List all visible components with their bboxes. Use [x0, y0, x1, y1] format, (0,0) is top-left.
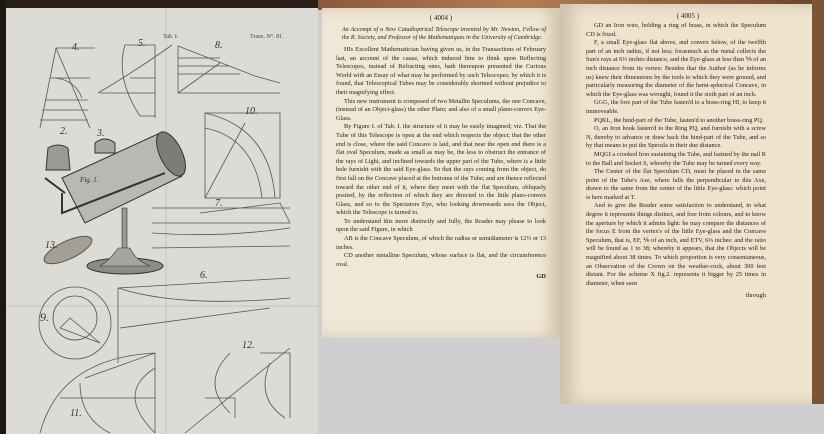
plate-tab-label: Tab. I. [163, 34, 179, 40]
paragraph: F, a small Eye-glass flat above, and convex below, of the twelfth part of an inch radius, if not less; forasmuch as the metal collects the Sun's rays at 6⅓ inches distance, and the Eye-glass at less than ⅙ of an inch distance from its vertex: Besides that the Author (as he informs us) knew their dimensions by the tools to which they were ground, and particularly measuring the diameter of the hemi-spherical Concave, in which the Eye-glass was wrought, found it the sixth part of an inch. [586, 39, 767, 98]
figure-label: 8. [215, 40, 223, 51]
paragraph: By Figure I. of Tab. I. the structure of it may be easily imagined; viz. That the Tube of this Telescope is open at the end which respects the object; that the other end is close, where the said Concave is laid, and that near the open end there is a flat oval Speculum, made as small as may be, the less to obstruct the entrance of the rays of Light, and inclined towards the upper part of the Tube, where is a little hole furnisht with the said Eye-glass. So that the rays coming from the object, do first fall on the Concave placed at the bottome of the Tube; and are thence reflected toward the other end of it, where they meet with the flat Speculum, obliquely posited, by the reflection of which they are directed to the little plano-convex Glass, and so to the Spectators Eye, who looking downwards sees the Object, which the Telescope is turned to. [336, 123, 546, 217]
paragraph: AB is the Concave Speculum, of which the radius or semidiameter is 12⅔ or 13 inches. [336, 235, 546, 251]
figure-label: 10. [245, 106, 258, 117]
paragraph: To understand this more distinctly and fully, the Reader may please to look upon the said Figure, in which [336, 217, 546, 234]
paragraph: CD another metalline Speculum, whose surface is flat, and the circumference oval. [336, 252, 546, 268]
figure-label: 9. [40, 310, 49, 324]
figure-label: 4. [72, 42, 80, 53]
page-number: ( 4004 ) [429, 14, 453, 22]
paragraph: MQGI a crooked Iron sustaining the Tube, and fastned by the nail R to the Ball and Socket S, whereby the Tube may be turned every way. [586, 150, 766, 167]
left-page-body [336, 26, 546, 282]
paragraph: HIs Excellent Mathematician having given us, in the Transactions of February last, an account of the cause, which induced him to think upon Reflecting Telescopes, instead of Refracting ones, hath thereupon presented the Curious World with an Essay of what may be performed by such Telescopes; by which it is found, that Telescopical Tubes may be considerably shortned without prejudice to their magnifying effect. [336, 46, 546, 96]
figure-label: 6. [200, 270, 208, 281]
article-heading: An Accompt of a New Catadioptrical Telescope invented by Mr. Newton, Fellow of the R. Society, and Professor of the Mathematiques in the University of Cambridge. [342, 27, 546, 41]
plate-left-edge [0, 0, 6, 434]
paragraph: The Center of the flat Speculum CD, must be placed in the same point of the Tube's Axe, where falls the perpendicular to this Axe, drawn to the same from the center of the little Eye-glass: which point is here marked at T. [586, 168, 766, 201]
plate-trans-label: Trans. N°. 81. [250, 34, 284, 40]
figure-label: 3. [97, 128, 105, 139]
paragraph: And to give the Reader some satisfaction to understand, in what degree it represents things distinct, and free from colours, and to know the aperture by which it admits light: he may compare the distances of the focus E from the vertex's of the little Eye-glass and the Concave Speculum, that is, EF, ⅙ of an inch, and ETV, 6⅓ inches: and the ratio will be found as 1 to 38; whereby it appears, that the Objects will be magnified about 38 times. To which proportion is very consentaneous, an Observation of the Crown on the weather-cock, about 300 feet distant. For the scheme X fig.2. represents it bigger by 25 times in diameter, when seen [586, 202, 766, 287]
figure-label: 2. [60, 126, 68, 137]
right-page [560, 4, 816, 404]
left-page [322, 8, 560, 338]
paragraph: This new instrument is composed of two Metallin Speculums, the one Concave, (instead of an Object-glass) the other Plain; and also of a small plano-convex Eye-Glass. [336, 97, 546, 122]
figure-label: 13. [45, 240, 58, 251]
paragraph: O, an Iron hook fasten'd to the Ring PQ, and furnisht with a screw N, thereby to advance or draw back the hind-part of the Tube, and so by that means to put the Specula in their due distance. [586, 125, 766, 150]
paragraph: GGG, the fore part of the Tube fasten'd to a brass-ring HI, to keep it immoveable. [586, 99, 766, 115]
paragraph: GD an Iron wire, holding a ring of brass, in which the Speculum CD is fixed. [586, 22, 766, 38]
paragraph: PQKL, the hind-part of the Tube, fasten'd to another brass-ring PQ. [594, 116, 764, 124]
engraved-plate [0, 8, 318, 434]
figure-label: 7. [215, 198, 223, 209]
figure-label: 11. [70, 408, 82, 419]
book-right-edge [812, 0, 824, 404]
figure-label: 12. [242, 340, 255, 351]
right-page-body [586, 22, 766, 301]
figure-label: 5. [138, 38, 146, 49]
page-number: ( 4005 ) [676, 12, 700, 20]
telescope-engraving [0, 8, 318, 434]
figure-label: Fig. 1. [80, 176, 99, 184]
catchword: GD [536, 273, 546, 281]
catchword: through [745, 292, 766, 300]
